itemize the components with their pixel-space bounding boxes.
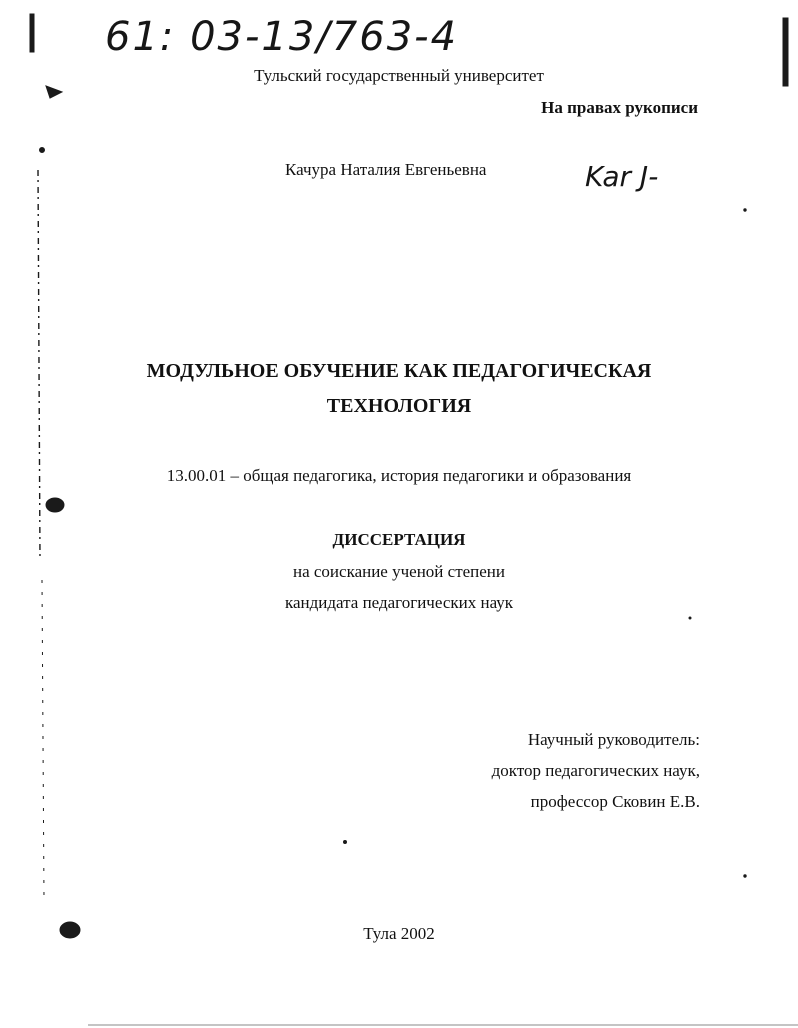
university-name: Тульский государственный университет — [254, 66, 544, 85]
specialty-code: 13.00.01 – общая педагогика, история педагогики и образования — [166, 466, 632, 485]
binding-arrow-mark — [46, 86, 62, 98]
degree-line2: кандидата педагогических наук — [284, 593, 514, 612]
author-name: Качура Наталия Евгеньевна — [285, 160, 487, 179]
noise-dot — [344, 841, 347, 844]
degree-line1: на соискание ученой степени — [292, 562, 506, 581]
binding-edge-line-lower — [42, 580, 44, 900]
author-signature: Kar J- — [585, 160, 659, 193]
binding-dot — [40, 148, 45, 153]
left-binding-mark — [30, 14, 34, 52]
dissertation-title-line1: МОДУЛЬНОЕ ОБУЧЕНИЕ КАК ПЕДАГОГИЧЕСКАЯ — [146, 360, 652, 382]
noise-dot — [744, 875, 746, 877]
supervisor-label: Научный руководитель: — [527, 730, 700, 749]
supervisor-degree: доктор педагогических наук, — [491, 761, 700, 780]
noise-dot — [689, 617, 691, 619]
supervisor-name: профессор Сковин Е.В. — [530, 792, 700, 811]
archive-number: 61: 03-13/763-4 — [105, 14, 459, 60]
binding-hole-mark — [46, 498, 64, 512]
noise-dot — [744, 209, 746, 211]
document-type: ДИССЕРТАЦИЯ — [332, 530, 466, 549]
manuscript-rights: На правах рукописи — [541, 98, 698, 117]
dissertation-title-line2: ТЕХНОЛОГИЯ — [326, 395, 472, 417]
city-year: Тула 2002 — [363, 924, 435, 943]
